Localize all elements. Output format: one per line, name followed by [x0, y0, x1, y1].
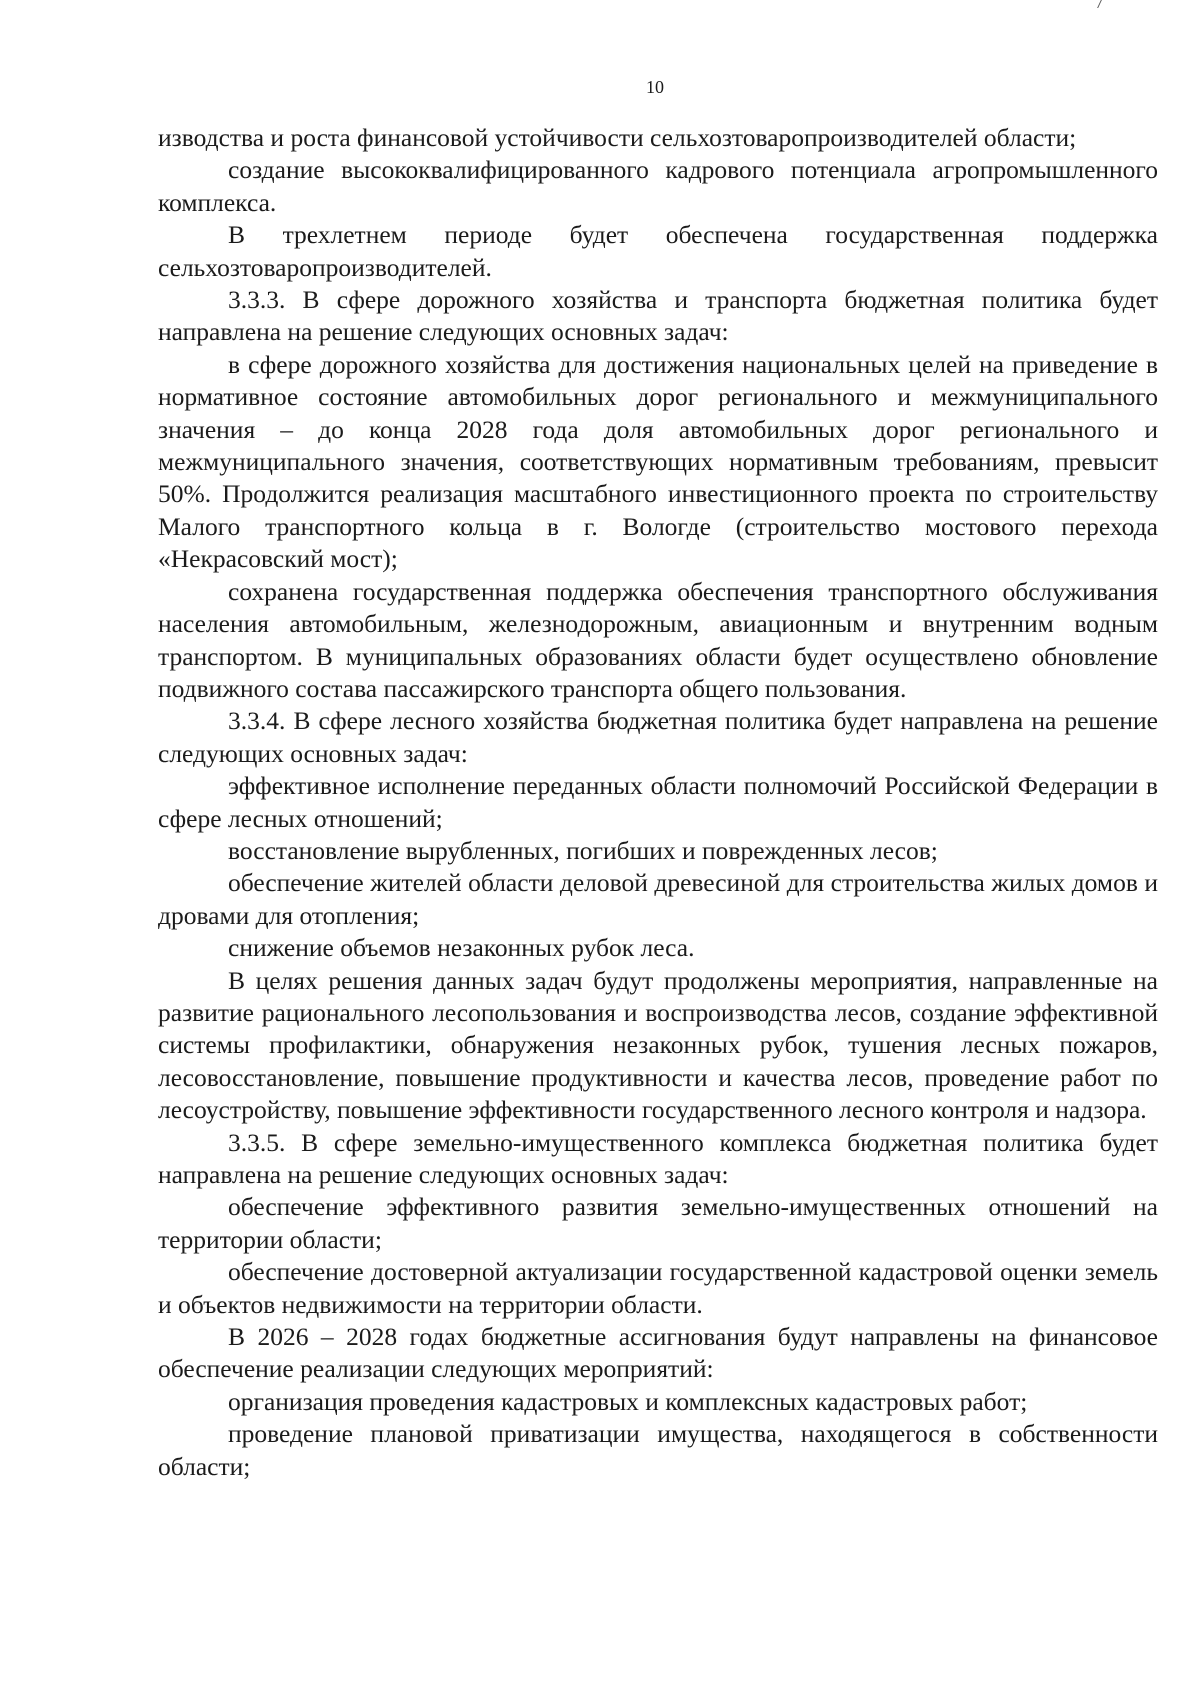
paragraph-continuation: изводства и роста финансовой устойчивости сельхозтоваропроизводителей области; — [158, 123, 1077, 152]
paragraph-budget-allocations: В 2026 – 2028 годах бюджетные ассигнования будут направлены на финансовое обеспечение реализации следующих мероприятий: — [158, 1322, 1158, 1384]
list-item-illegal-logging: снижение объемов незаконных рубок леса. — [228, 933, 695, 963]
scan-corner-mark — [1097, 0, 1106, 8]
list-item-privatization: проведение плановой приватизации имущества, находящегося в собственности области; — [158, 1419, 1158, 1481]
list-item-cadastral-valuation: обеспечение достоверной актуализации государственной кадастровой оценки земель и объектов недвижимости на территории области. — [158, 1257, 1158, 1319]
section-3-3-4-heading: 3.3.4. В сфере лесного хозяйства бюджетная политика будет направлена на решение следующих основных задач: — [158, 706, 1158, 768]
list-item-timber-supply: обеспечение жителей области деловой древесиной для строительства жилых домов и дровами для отопления; — [158, 868, 1158, 930]
section-3-3-5-heading: 3.3.5. В сфере земельно-имущественного комплекса бюджетная политика будет направлена на решение следующих основных задач: — [158, 1127, 1158, 1189]
paragraph-state-support: В трехлетнем периоде будет обеспечена государственная поддержка сельхозтоваропроизводителей. — [158, 220, 1158, 282]
paragraph-forest-measures: В целях решения данных задач будут продолжены мероприятия, направленные на развитие рационального лесопользования и воспроизводства лесов, создание эффективной системы профилактики, обнаружения незаконных рубок, тушения лесных пожаров, лесовосстановление, повышение продуктивности и качества лесов, проведение работ по лесоустройству, повышение эффективности государственного лесного контроля и надзора. — [158, 965, 1158, 1125]
document-body — [158, 122, 1158, 1483]
paragraph-road-sector: в сфере дорожного хозяйства для достижения национальных целей на приведение в нормативное состояние автомобильных дорог регионального и межмуниципального значения – до конца 2028 года доля автомобильных дорог регионального и межмуниципального значения, соответствующих нормативным требованиям, превысит 50%. Продолжится реализация масштабного инвестиционного проекта по строительству Малого транспортного кольца в г. Вологде (строительство мостового перехода «Некрасовский мост); — [158, 349, 1158, 574]
list-item-land-relations: обеспечение эффективного развития земельно-имущественных отношений на территории области; — [158, 1192, 1158, 1254]
list-item-forest-restoration: восстановление вырубленных, погибших и поврежденных лесов; — [228, 835, 938, 865]
page-number: 10 — [646, 77, 664, 97]
list-item-cadastral-works: организация проведения кадастровых и комплексных кадастровых работ; — [228, 1386, 1028, 1416]
paragraph-transport-service: сохранена государственная поддержка обеспечения транспортного обслуживания населения автомобильным, железнодорожным, авиационным и внутренним водным транспортом. В муниципальных образованиях области будет осуществлено обновление подвижного состава пассажирского транспорта общего пользования. — [158, 576, 1158, 703]
list-item-forest-powers: эффективное исполнение переданных области полномочий Российской Федерации в сфере лесных отношений; — [158, 771, 1158, 833]
section-3-3-3-heading: 3.3.3. В сфере дорожного хозяйства и транспорта бюджетная политика будет направлена на решение следующих основных задач: — [158, 285, 1158, 347]
paragraph-personnel: создание высококвалифицированного кадрового потенциала агропромышленного комплекса. — [158, 155, 1158, 217]
